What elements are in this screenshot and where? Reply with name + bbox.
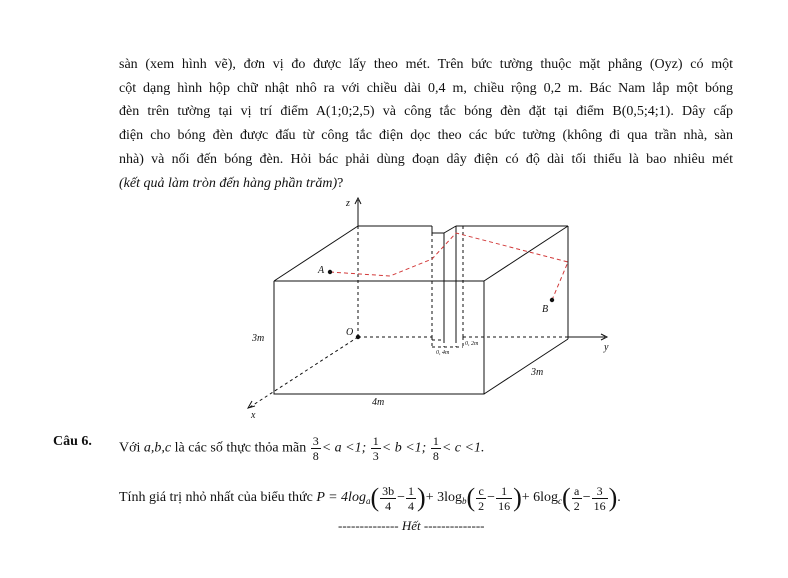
problem-line: đèn trên tường tại vị trí điểm A(1;0;2,5) và công tắc bóng đèn đặt tại điểm B(0,5;4;1). Dây cấp (119, 104, 733, 120)
dim-col-length-label: 0, 4m (436, 350, 450, 356)
problem-line: sàn (xem hình vẽ), đơn vị đo được lấy theo mét. Trên bức tường thuộc mặt phẳng (Oyz) có một (119, 57, 733, 72)
question-6-condition: Với a,b,c là các số thực thỏa mãn $\frac{3}{8}$ < a <1; $\frac{1}{3}$ < b <1; $\frac{1}{8}$ < c <1. (119, 434, 485, 463)
fraction: $\frac{3}{16}$ (593, 483, 606, 513)
rounding-note: (kết quả làm tròn đến hàng phần trăm) (119, 175, 338, 191)
edge (444, 226, 456, 233)
fraction: $\frac{a}{2}$ (573, 483, 580, 513)
problem-line: nhà) và nối đến bóng đèn. Hỏi bác phải dùng đoạn dây điện có độ dài tối thiểu là bao nhiêu mét (119, 151, 733, 167)
axis-y-label: y (604, 342, 609, 353)
point-a-label: A (318, 265, 325, 276)
point-a-dot (328, 270, 332, 274)
end-marker: -------------- Hết -------------- (338, 518, 485, 533)
wire-path (330, 233, 568, 300)
point-b-dot (550, 298, 554, 302)
fraction: $\frac{1}{3}$ (372, 434, 379, 463)
problem-line: cột dạng hình hộp chữ nhật nhô ra với chiều dài 0,4 m, chiều rộng 0,2 m. Bác Nam lắp một bóng (119, 80, 733, 96)
fraction: $\frac{1}{8}$ (432, 434, 439, 463)
fraction: $\frac{1}{16}$ (498, 483, 511, 513)
edge (484, 339, 568, 394)
axis-z-label: z (346, 198, 350, 209)
problem-line: (kết quả làm tròn đến hàng phần trăm)? (119, 175, 344, 191)
x-axis-line (250, 337, 358, 407)
question-6-expression: Tính giá trị nhỏ nhất của biểu thức $P = 4\log_a$( $\frac{3b}{4}$ − $\frac{1}{4}$ )+ $3\log_b$( $\frac{c}{2}$ − $\frac{1}{16}$ )+ $6\log_c$( $\frac{a}{2}$ − $\frac{3}{16}$ ). (119, 483, 621, 513)
dim-col-width-label: 0, 2m (465, 341, 479, 347)
fraction: $\frac{3b}{4}$ (382, 483, 395, 513)
origin-label: O (346, 327, 354, 338)
dim-height-label: 3m (252, 333, 265, 344)
dim-depth-label: 3m (531, 367, 544, 378)
fraction: $\frac{3}{8}$ (312, 434, 319, 463)
question-6-label: Câu 6. (53, 434, 92, 449)
box-edges (274, 226, 568, 394)
hidden-edges (250, 226, 568, 407)
edge (484, 226, 568, 281)
axes (248, 198, 607, 408)
fraction: $\frac{1}{4}$ (408, 483, 415, 513)
point-b-label: B (542, 304, 549, 315)
axis-x-label: x (251, 410, 256, 421)
origin-dot (356, 335, 360, 339)
x-arrow (248, 401, 255, 408)
fraction: $\frac{c}{2}$ (478, 483, 485, 513)
dim-length-label: 4m (372, 397, 385, 408)
problem-line: điện cho bóng đèn được đấu từ công tắc điện dọc theo các bức tường (không đi qua trần nhà, sàn (119, 128, 733, 144)
